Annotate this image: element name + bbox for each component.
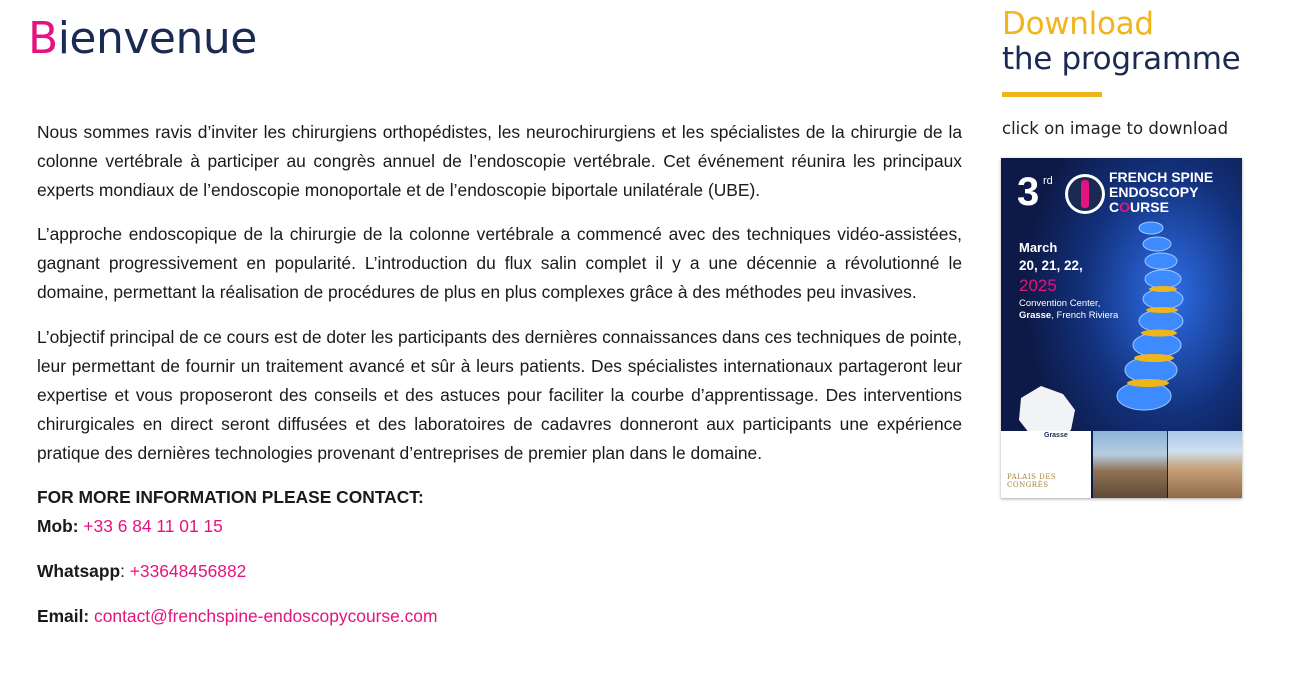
- contact-whatsapp-row: Whatsapp: +33648456882: [37, 561, 247, 582]
- intro-paragraph-2: L’approche endoscopique de la chirurgie de la colonne vertébrale a commencé avec des techniques vidéo-assistées, gagnant progressivement en popularité. L’introduction du flux salin complet il y a une décennie a révolutionné le domaine, permettant la réalisation de procédures de plus en plus complexes grâce à des méthodes peu invasives.: [37, 224, 962, 303]
- download-heading-line2: the programme: [1002, 41, 1241, 77]
- poster-year: 2025: [1019, 276, 1057, 295]
- download-sidebar: [1002, 6, 1272, 138]
- palais-logo-text: PALAIS DES CONGRÈS: [1007, 473, 1057, 489]
- poster-venue-line: Convention Center,: [1019, 298, 1101, 309]
- poster-region: , French Riviera: [1051, 310, 1119, 321]
- palais-logo: [1001, 431, 1091, 498]
- poster-name-o: O: [1119, 199, 1131, 215]
- email-label: Email:: [37, 606, 90, 627]
- contact-heading: FOR MORE INFORMATION PLEASE CONTACT:: [37, 487, 424, 508]
- page-title-initial: B: [28, 13, 58, 64]
- poster-location-line: [1019, 310, 1118, 322]
- programme-poster-link[interactable]: [1001, 158, 1242, 498]
- contact-block: [37, 483, 962, 631]
- page-title-rest: ienvenue: [57, 13, 257, 64]
- download-heading-line1: Download: [1002, 6, 1154, 42]
- poster-course-name: [1109, 170, 1213, 215]
- poster-photo-building: [1168, 431, 1242, 498]
- poster-name-line1: FRENCH SPINE: [1109, 169, 1214, 185]
- whatsapp-link[interactable]: +33648456882: [129, 561, 247, 582]
- intro-paragraph-3: L’objectif principal de ce cours est de doter les participants des dernières connaissances dans ces techniques de pointe, leur permettant de fournir un traitement avancé et sûr à leurs patients. Des spécialistes internationaux partageront leur expertise et vous proposeront des conseils et des astuces pour faciliter la courbe d’apprentissage. Des interventions chirurgicales en direct seront diffusées et des laboratoires de cadavres donneront aux participants une expérience pratique des dernières technologies provenant d’entreprises de premier plan dans le domaine.: [37, 326, 962, 463]
- poster-venue: [1019, 298, 1118, 322]
- intro-paragraph-1: Nous sommes ravis d’inviter les chirurgiens orthopédistes, les neurochirurgiens et les spécialistes de la chirurgie de la colonne vertébrale à participer au congrès annuel de l’endoscopie vertébrale. Cet événement réunira les principaux experts mondiaux de l’endoscopie monoportale et de l’endoscopie biportale unilatérale (UBE).: [37, 122, 962, 201]
- heading-underline: [1002, 92, 1102, 97]
- poster-city: Grasse: [1019, 310, 1052, 321]
- email-link[interactable]: contact@frenchspine-endoscopycourse.com: [94, 606, 438, 627]
- poster-name-urse: URSE: [1130, 199, 1169, 215]
- poster-name-line2: ENDOSCOPY: [1109, 184, 1199, 200]
- poster-month: March: [1019, 240, 1058, 255]
- poster-name-c: C: [1109, 199, 1120, 215]
- poster-edition-suffix: rd: [1043, 175, 1053, 187]
- mob-phone-link[interactable]: +33 6 84 11 01 15: [83, 516, 223, 537]
- download-hint: click on image to download: [1002, 119, 1229, 138]
- contact-mob-row: [37, 512, 962, 541]
- page-title: [28, 10, 257, 68]
- main-content: [37, 118, 962, 647]
- poster-photo-old-town: [1093, 431, 1167, 498]
- poster-days: 20, 21, 22,: [1019, 258, 1083, 273]
- contact-email-row: [37, 602, 962, 631]
- poster-name-line3: [1109, 200, 1213, 215]
- poster-edition-number: 3: [1017, 170, 1040, 214]
- whatsapp-label: Whatsapp: [37, 561, 121, 582]
- mob-label: Mob:: [37, 516, 79, 537]
- poster-map-label: Grasse: [1044, 432, 1068, 439]
